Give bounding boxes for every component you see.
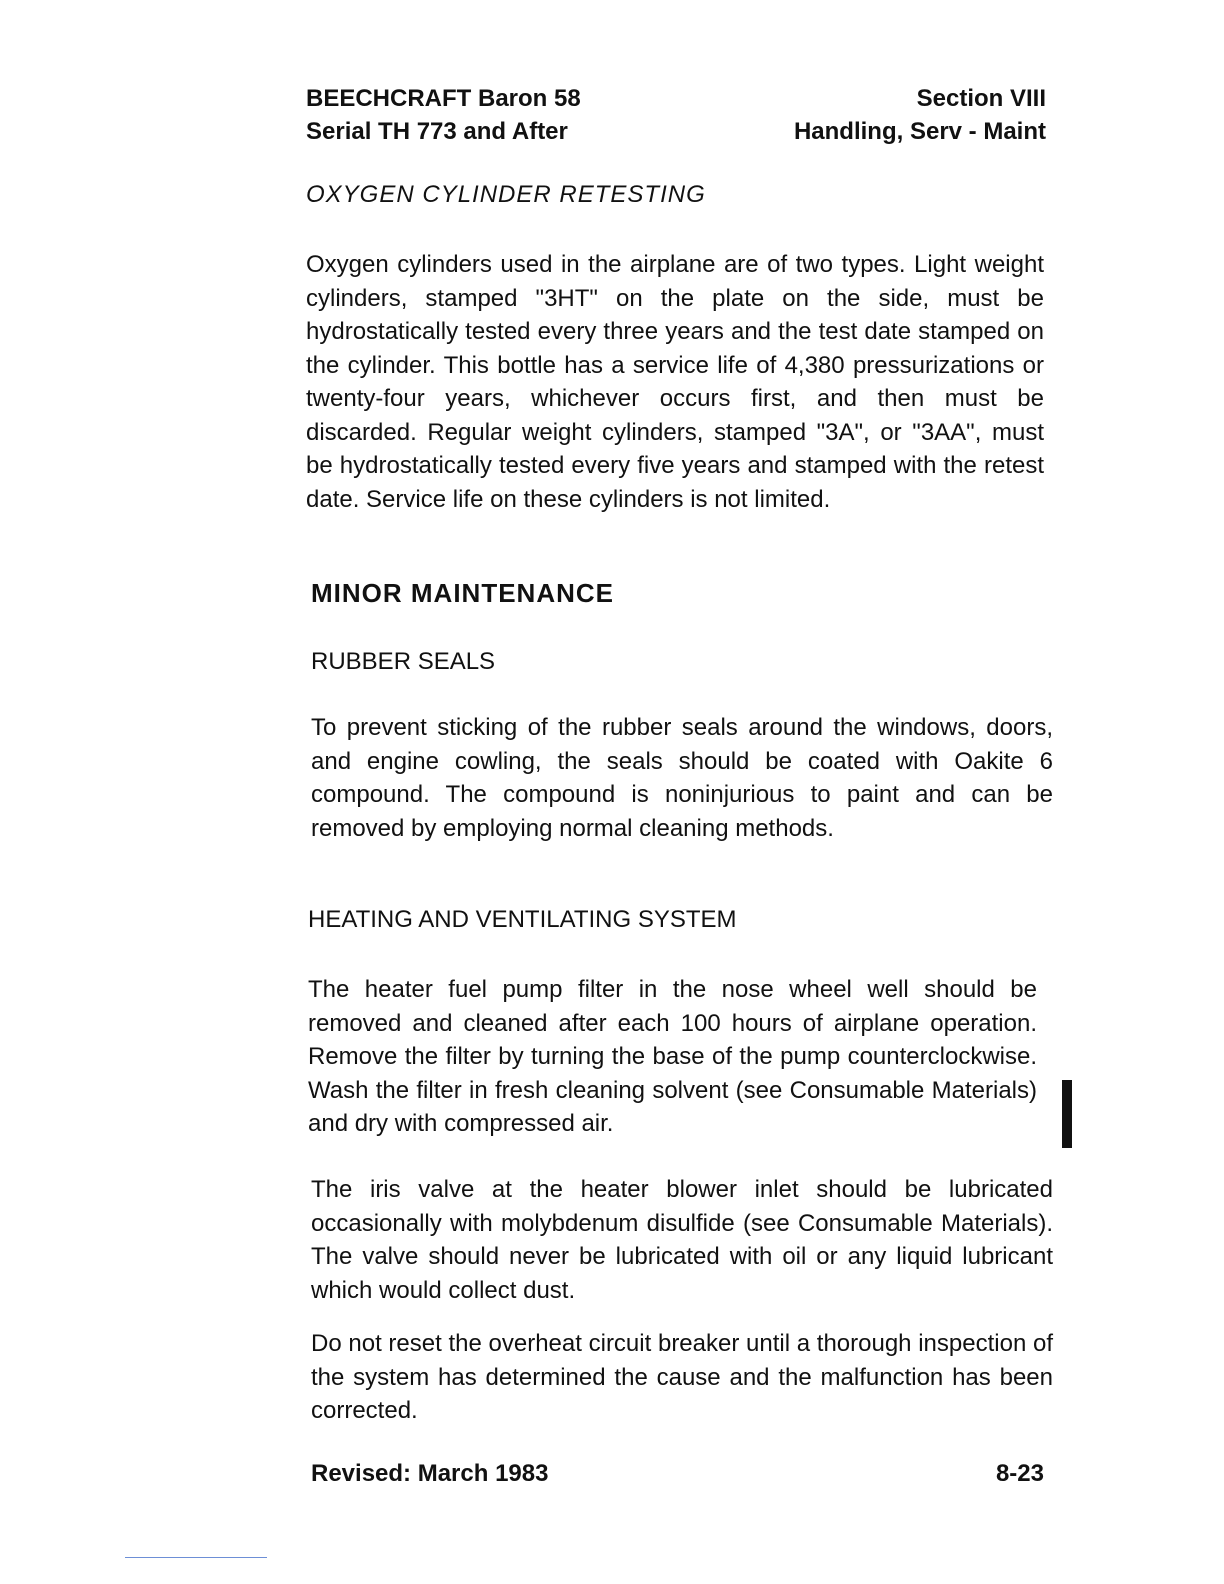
minor-maintenance-heading: MINOR MAINTENANCE (311, 578, 614, 608)
rubber-seals-title: RUBBER SEALS (311, 648, 496, 675)
header-aircraft-model: BEECHCRAFT Baron 58 (306, 85, 581, 112)
header-right (794, 82, 1046, 148)
header-section-title: Handling, Serv - Maint (793, 118, 1046, 145)
header-section-number: Section VIII (916, 85, 1046, 112)
iris-valve-paragraph: The iris valve at the heater blower inlet should be lubricated occasionally with molybdenum disulfide (see Consumable Materials). The valve should never be lubricated with oil or any liquid lubricant which would collect dust. (311, 1176, 1053, 1304)
rubber-seals-paragraph: To prevent sticking of the rubber seals around the windows, doors, and engine cowling, the seals should be coated with Oakite 6 compound. The compound is noninjurious to paint and can be removed by employing normal cleaning methods. (311, 714, 1053, 842)
heater-filter-paragraph: The heater fuel pump filter in the nose wheel well should be removed and cleaned after each 100 hours of airplane operation. Remove the filter by turning the base of the pump counterclockwise. Wash the filter in fresh cleaning solvent (see Consumable Materials) and dry with compressed air. (308, 976, 1037, 1137)
heating-ventilating-title: HEATING AND VENTILATING SYSTEM (308, 906, 737, 933)
header-left (306, 82, 581, 148)
revision-change-bar (1062, 1080, 1072, 1148)
page-number: 8-23 (995, 1460, 1044, 1487)
revision-date: Revised: March 1983 (311, 1460, 549, 1487)
oxygen-retesting-title: OXYGEN CYLINDER RETESTING (306, 181, 706, 208)
oxygen-retesting-paragraph: Oxygen cylinders used in the airplane are of two types. Light weight cylinders, stamped "3HT" on the plate on the side, must be hydrostatically tested every three years and the test date stamped on the cylinder. This bottle has a service life of 4,380 pressurizations or twenty-four years, whichever occurs first, and then must be discarded. Regular weight cylinders, stamped "3A", or "3AA", must be hydrostatically tested every five years and stamped with the retest date. Service life on these cylinders is not limited. (306, 251, 1044, 513)
header-serial-range: Serial TH 773 and After (306, 118, 568, 145)
circuit-breaker-paragraph: Do not reset the overheat circuit breaker until a thorough inspection of the system has determined the cause and the malfunction has been corrected. (311, 1330, 1053, 1424)
bottom-divider (125, 1557, 267, 1558)
